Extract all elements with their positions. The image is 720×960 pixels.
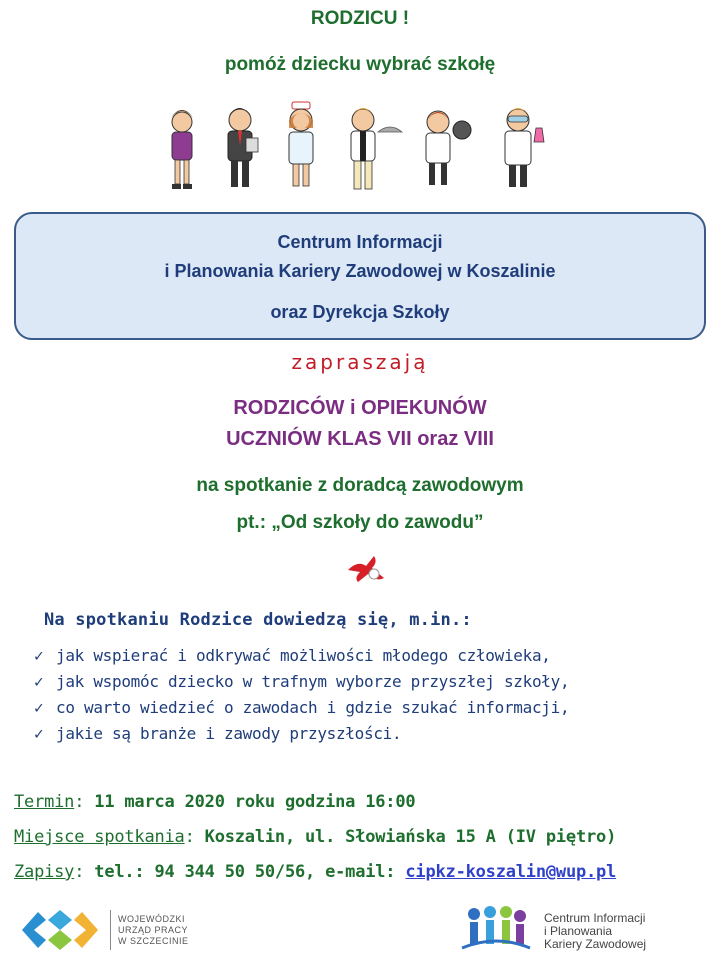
cipkz-logo-icon	[458, 904, 534, 954]
list-item: ✓ co warto wiedzieć o zawodach i gdzie szukać informacji,	[34, 698, 570, 717]
signup-value: tel.: 94 344 50 50/56, e-mail:	[94, 862, 406, 882]
term-label: Termin	[14, 792, 75, 812]
child-figure-6	[505, 108, 544, 187]
learn-list	[34, 646, 569, 750]
organizer-line-2: i Planowania Kariery Zawodowej w Koszalinie	[164, 261, 556, 281]
cipkz-logo-text: Centrum Informacji i Planowania Kariery Zawodowej	[544, 911, 647, 951]
organizer-box	[14, 212, 706, 340]
checkmark-icon: ✓	[34, 724, 44, 743]
child-figure-5	[426, 111, 471, 185]
cipkz-logo	[458, 900, 708, 956]
organizer-line-1: Centrum Informacji	[277, 232, 443, 252]
audience-line-2: UCZNIÓW KLAS VII oraz VIII	[226, 428, 494, 450]
checkmark-icon: ✓	[34, 646, 44, 665]
place-label: Miejsce spotkania	[14, 827, 185, 847]
meeting-line-2: pt.: „Od szkoły do zawodu”	[236, 512, 484, 533]
learn-heading: Na spotkaniu Rodzice dowiedzą się, m.in.:	[44, 610, 472, 630]
wup-logo	[18, 906, 218, 956]
wup-logo-text: WOJEWÓDZKI URZĄD PRACY W SZCZECINIE	[118, 914, 189, 946]
child-figure-1	[171, 110, 193, 189]
audience-line-1: RODZICÓW i OPIEKUNÓW	[233, 397, 487, 419]
meeting-line-1: na spotkanie z doradcą zawodowym	[196, 475, 524, 496]
child-figure-4	[351, 108, 402, 189]
signup-row: Zapisy: tel.: 94 344 50 50/56, e-mail: cipkz-koszalin@wup.pl	[14, 862, 617, 882]
wup-logo-icon	[18, 906, 102, 952]
term-value: 11 marca 2020 roku godzina 16:00	[94, 792, 416, 812]
list-item: ✓ jak wspierać i odkrywać możliwości młodego człowieka,	[34, 646, 551, 665]
term-row: Termin: 11 marca 2020 roku godzina 16:00	[14, 792, 416, 812]
poster-subtitle: pomóż dziecku wybrać szkołę	[224, 54, 496, 75]
place-value: Koszalin, ul. Słowiańska 15 A (IV piętro)	[204, 827, 617, 847]
invite-text: zapraszają	[291, 350, 429, 374]
organizer-line-3: oraz Dyrekcja Szkoły	[270, 302, 450, 322]
checkmark-icon: ✓	[34, 698, 44, 717]
children-professions-illustration-icon	[158, 98, 568, 198]
checkmark-icon: ✓	[34, 672, 44, 691]
place-row: Miejsce spotkania: Koszalin, ul. Słowiańska 15 A (IV piętro)	[14, 827, 617, 847]
signup-label: Zapisy	[14, 862, 75, 882]
poster-title: RODZICU !	[310, 8, 410, 29]
red-figure-icon	[344, 548, 390, 588]
list-item: ✓ jak wspomóc dziecko w trafnym wyborze przyszłej szkoły,	[34, 672, 570, 691]
email-link[interactable]: cipkz-koszalin@wup.pl	[405, 862, 617, 882]
child-figure-3	[289, 102, 313, 186]
child-figure-2	[228, 108, 258, 187]
list-item: ✓ jakie są branże i zawody przyszłości.	[34, 724, 402, 743]
